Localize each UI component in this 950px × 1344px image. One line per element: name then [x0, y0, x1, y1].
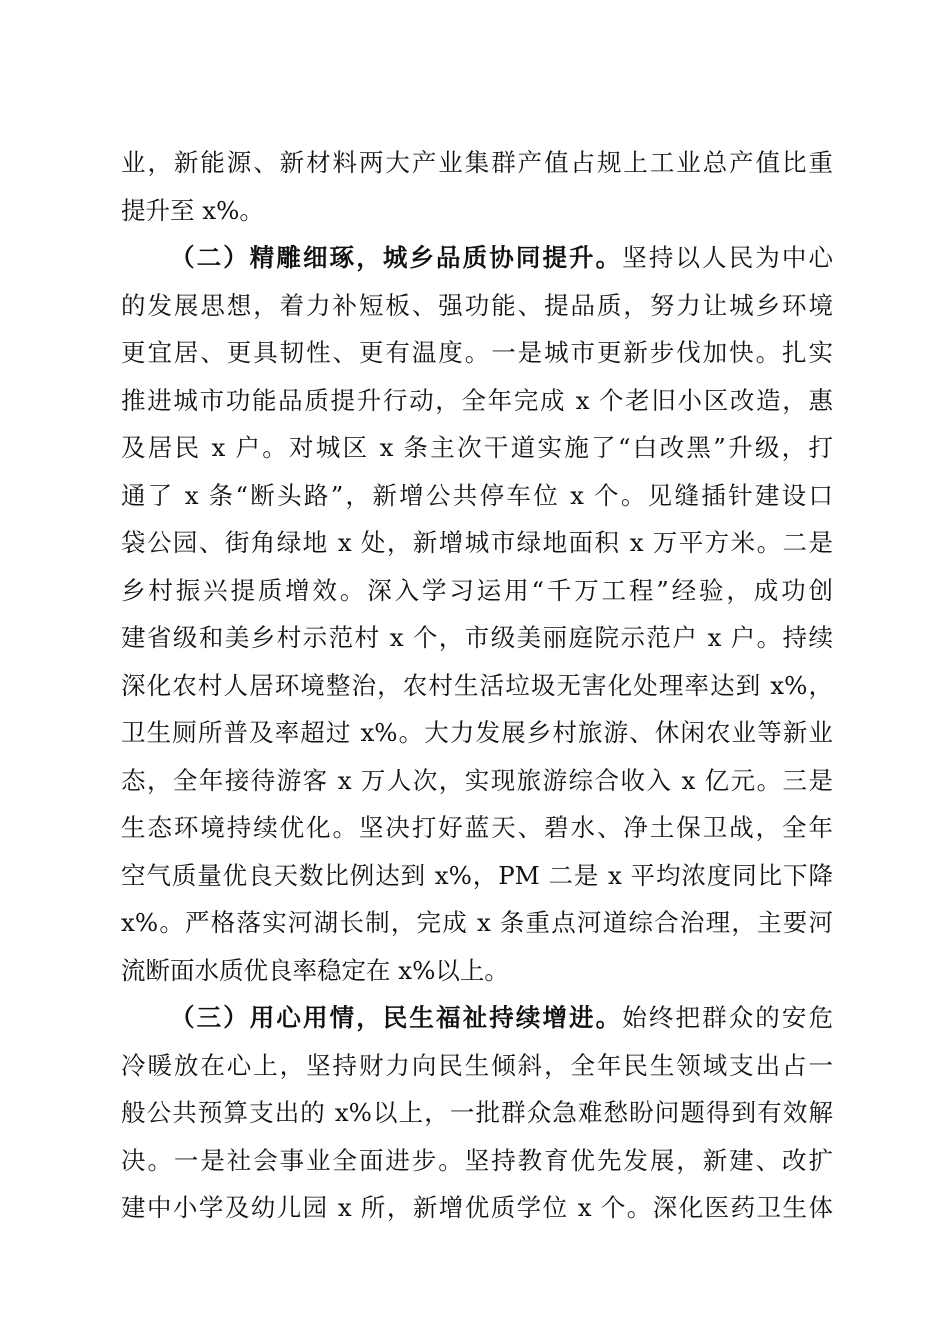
paragraph-1	[121, 139, 833, 234]
document-page	[121, 139, 833, 1232]
paragraph-2	[121, 234, 833, 994]
text-line: 态，全年接待游客 x 万人次，实现旅游综合收入 x 亿元。三是	[121, 765, 833, 795]
text-line: 建中小学及幼儿园 x 所，新增优质学位 x 个。深化医药卫生体	[121, 1193, 833, 1222]
text-line: 冷暖放在心上，坚持财力向民生倾斜，全年民生领域支出占一	[121, 1050, 833, 1080]
section-heading: （三）用心用情，民生福祉持续增进。	[170, 1003, 623, 1032]
text-line: 建省级和美乡村示范村 x 个，市级美丽庭院示范户 x 户。持续	[121, 623, 833, 652]
text-run: 始终把群众的安危	[622, 1003, 834, 1032]
text-line: 及居民 x 户。对城区 x 条主次干道实施了“白改黑”升级，打	[121, 433, 833, 462]
text-line: 流断面水质优良率稳定在 x%以上。	[121, 955, 509, 985]
paragraph-3	[121, 994, 833, 1232]
text-line: 通了 x 条“断头路”，新增公共停车位 x 个。见缝插针建设口	[121, 480, 833, 510]
text-line: 袋公园、街角绿地 x 处，新增城市绿地面积 x 万平方米。二是	[121, 528, 833, 557]
text-line: 推进城市功能品质提升行动，全年完成 x 个老旧小区改造，惠	[121, 385, 833, 415]
text-line: 乡村振兴提质增效。深入学习运用“千万工程”经验，成功创	[121, 575, 833, 605]
paragraph-first-line	[121, 234, 833, 282]
text-line: 的发展思想，着力补短板、强功能、提品质，努力让城乡环境	[121, 290, 833, 320]
text-line: 空气质量优良天数比例达到 x%，PM 二是 x 平均浓度同比下降	[121, 860, 833, 890]
text-line: 更宜居、更具韧性、更有温度。一是城市更新步伐加快。扎实	[121, 338, 833, 367]
text-run: 坚持以人民为中心	[622, 243, 834, 272]
text-line: 决。一是社会事业全面进步。坚持教育优先发展，新建、改扩	[121, 1145, 833, 1175]
text-line: 业，新能源、新材料两大产业集群产值占规上工业总产值比重	[121, 148, 833, 177]
text-line: 般公共预算支出的 x%以上，一批群众急难愁盼问题得到有效解	[121, 1098, 833, 1127]
text-line: 深化农村人居环境整治，农村生活垃圾无害化处理率达到 x%，	[121, 670, 833, 700]
text-line: 生态环境持续优化。坚决打好蓝天、碧水、净土保卫战，全年	[121, 813, 833, 842]
paragraph-first-line	[121, 994, 833, 1042]
section-heading: （二）精雕细琢，城乡品质协同提升。	[170, 243, 623, 272]
text-line: 提升至 x%。	[121, 195, 264, 225]
text-line: 卫生厕所普及率超过 x%。大力发展乡村旅游、休闲农业等新业	[121, 718, 833, 747]
text-line: x%。严格落实河湖长制，完成 x 条重点河道综合治理，主要河	[121, 908, 833, 937]
